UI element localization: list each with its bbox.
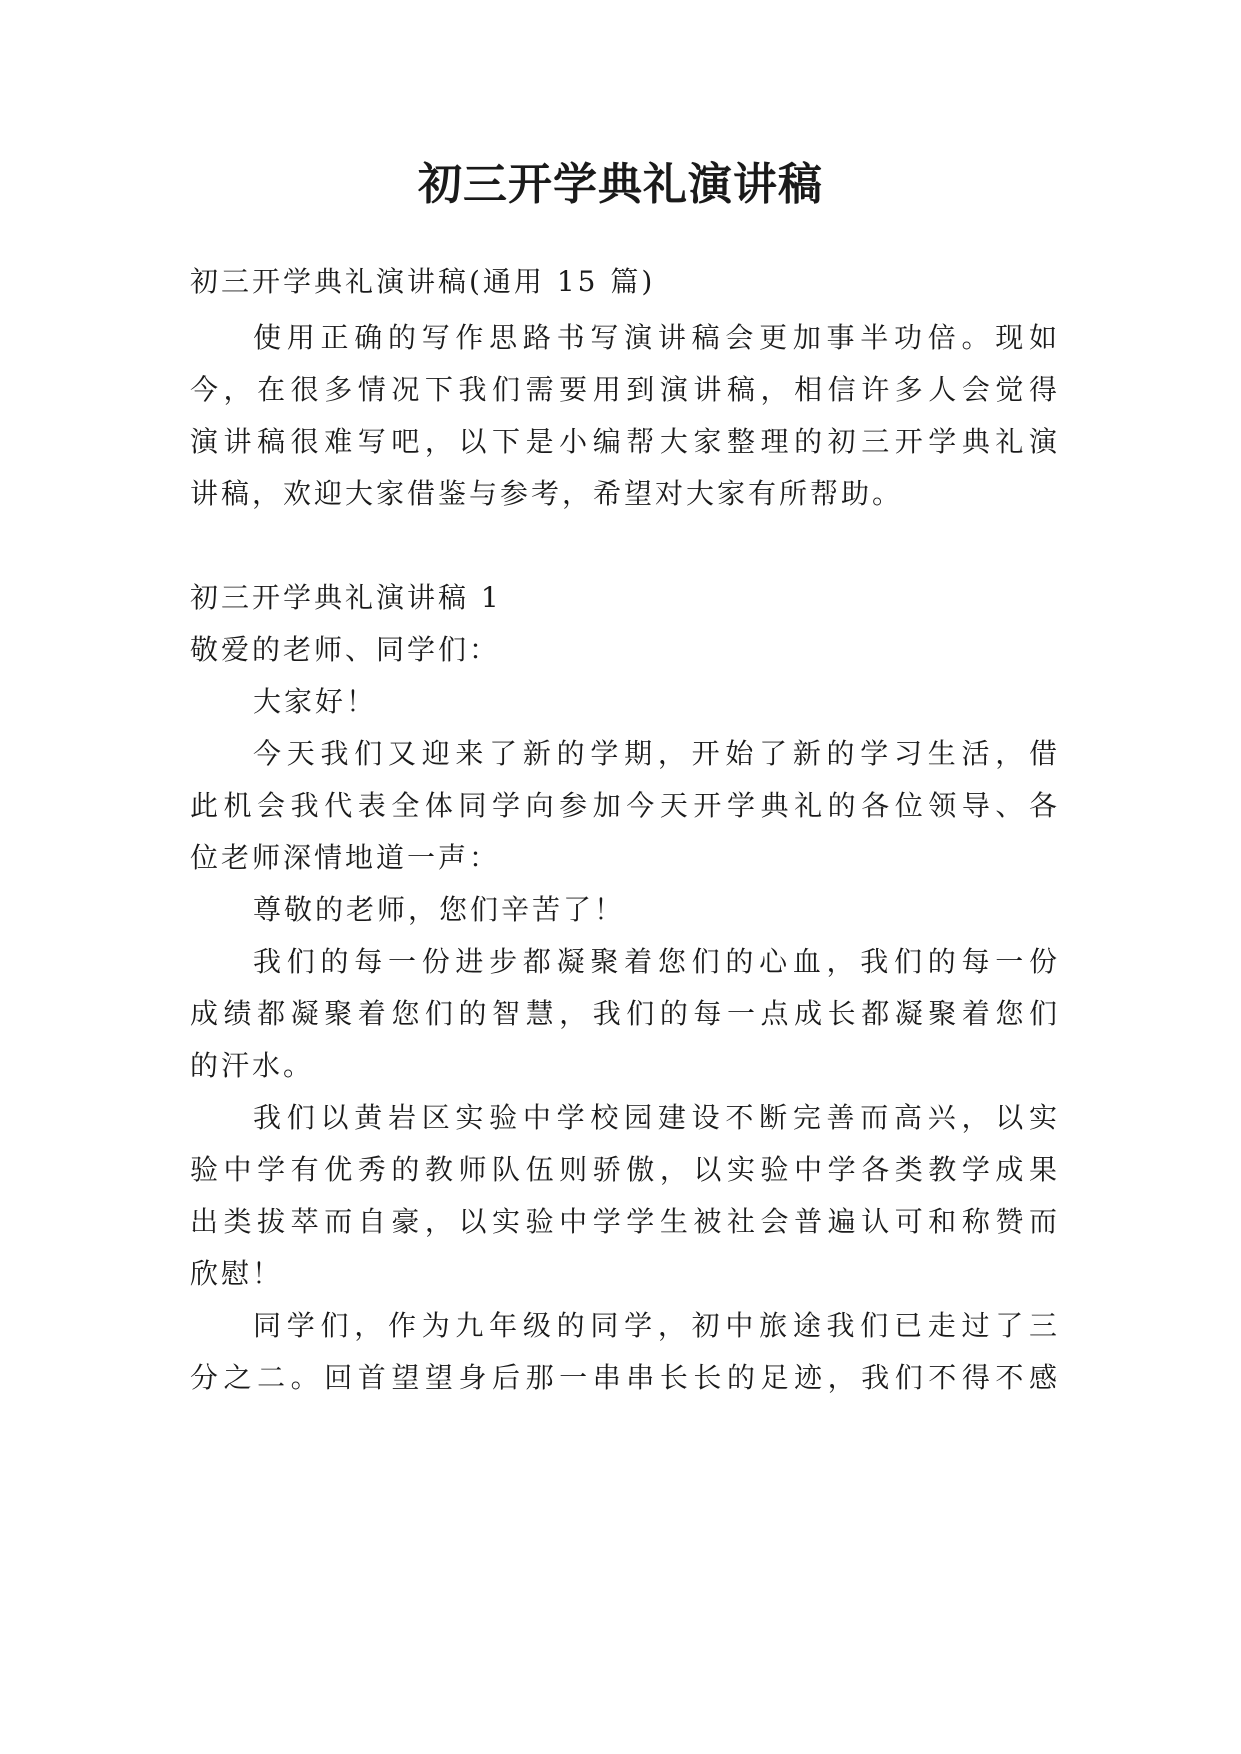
- paragraph-line: 我们以黄岩区实验中学校园建设不断完善而高兴，以实: [253, 1101, 1060, 1134]
- paragraph-line: 今天我们又迎来了新的学期，开始了新的学习生活，借: [253, 737, 1060, 770]
- salutation-line: 敬爱的老师、同学们：: [190, 633, 501, 666]
- paragraph-line: 验中学有优秀的教师队伍则骄傲，以实验中学各类教学成果: [190, 1153, 1060, 1186]
- paragraph-line: 分之二。回首望望身后那一串串长长的足迹，我们不得不感: [190, 1361, 1060, 1394]
- paragraph-line: 使用正确的写作思路书写演讲稿会更加事半功倍。现如: [253, 321, 1060, 354]
- paragraph-line: 尊敬的老师，您们辛苦了！: [253, 893, 626, 926]
- document-title: 初三开学典礼演讲稿: [418, 159, 823, 210]
- paragraph-line: 演讲稿很难写吧，以下是小编帮大家整理的初三开学典礼演: [190, 425, 1060, 458]
- paragraph-line: 成绩都凝聚着您们的智慧，我们的每一点成长都凝聚着您们: [190, 997, 1060, 1030]
- paragraph-line: 我们的每一份进步都凝聚着您们的心血，我们的每一份: [253, 945, 1060, 978]
- paragraph-line: 欣慰！: [190, 1257, 284, 1290]
- section-heading: 初三开学典礼演讲稿 1: [190, 581, 502, 614]
- paragraph-line: 的汗水。: [190, 1049, 315, 1082]
- paragraph-line: 同学们，作为九年级的同学，初中旅途我们已走过了三: [253, 1309, 1060, 1342]
- paragraph-line: 今，在很多情况下我们需要用到演讲稿，相信许多人会觉得: [190, 373, 1060, 406]
- paragraph-line: 出类拔萃而自豪，以实验中学学生被社会普遍认可和称赞而: [190, 1205, 1060, 1238]
- subtitle-line: 初三开学典礼演讲稿(通用 15 篇): [190, 265, 656, 298]
- paragraph-line: 位老师深情地道一声：: [190, 841, 501, 874]
- greeting-line: 大家好！: [253, 685, 378, 718]
- paragraph-line: 此机会我代表全体同学向参加今天开学典礼的各位领导、各: [190, 789, 1060, 822]
- paragraph-line: 讲稿，欢迎大家借鉴与参考，希望对大家有所帮助。: [190, 477, 904, 510]
